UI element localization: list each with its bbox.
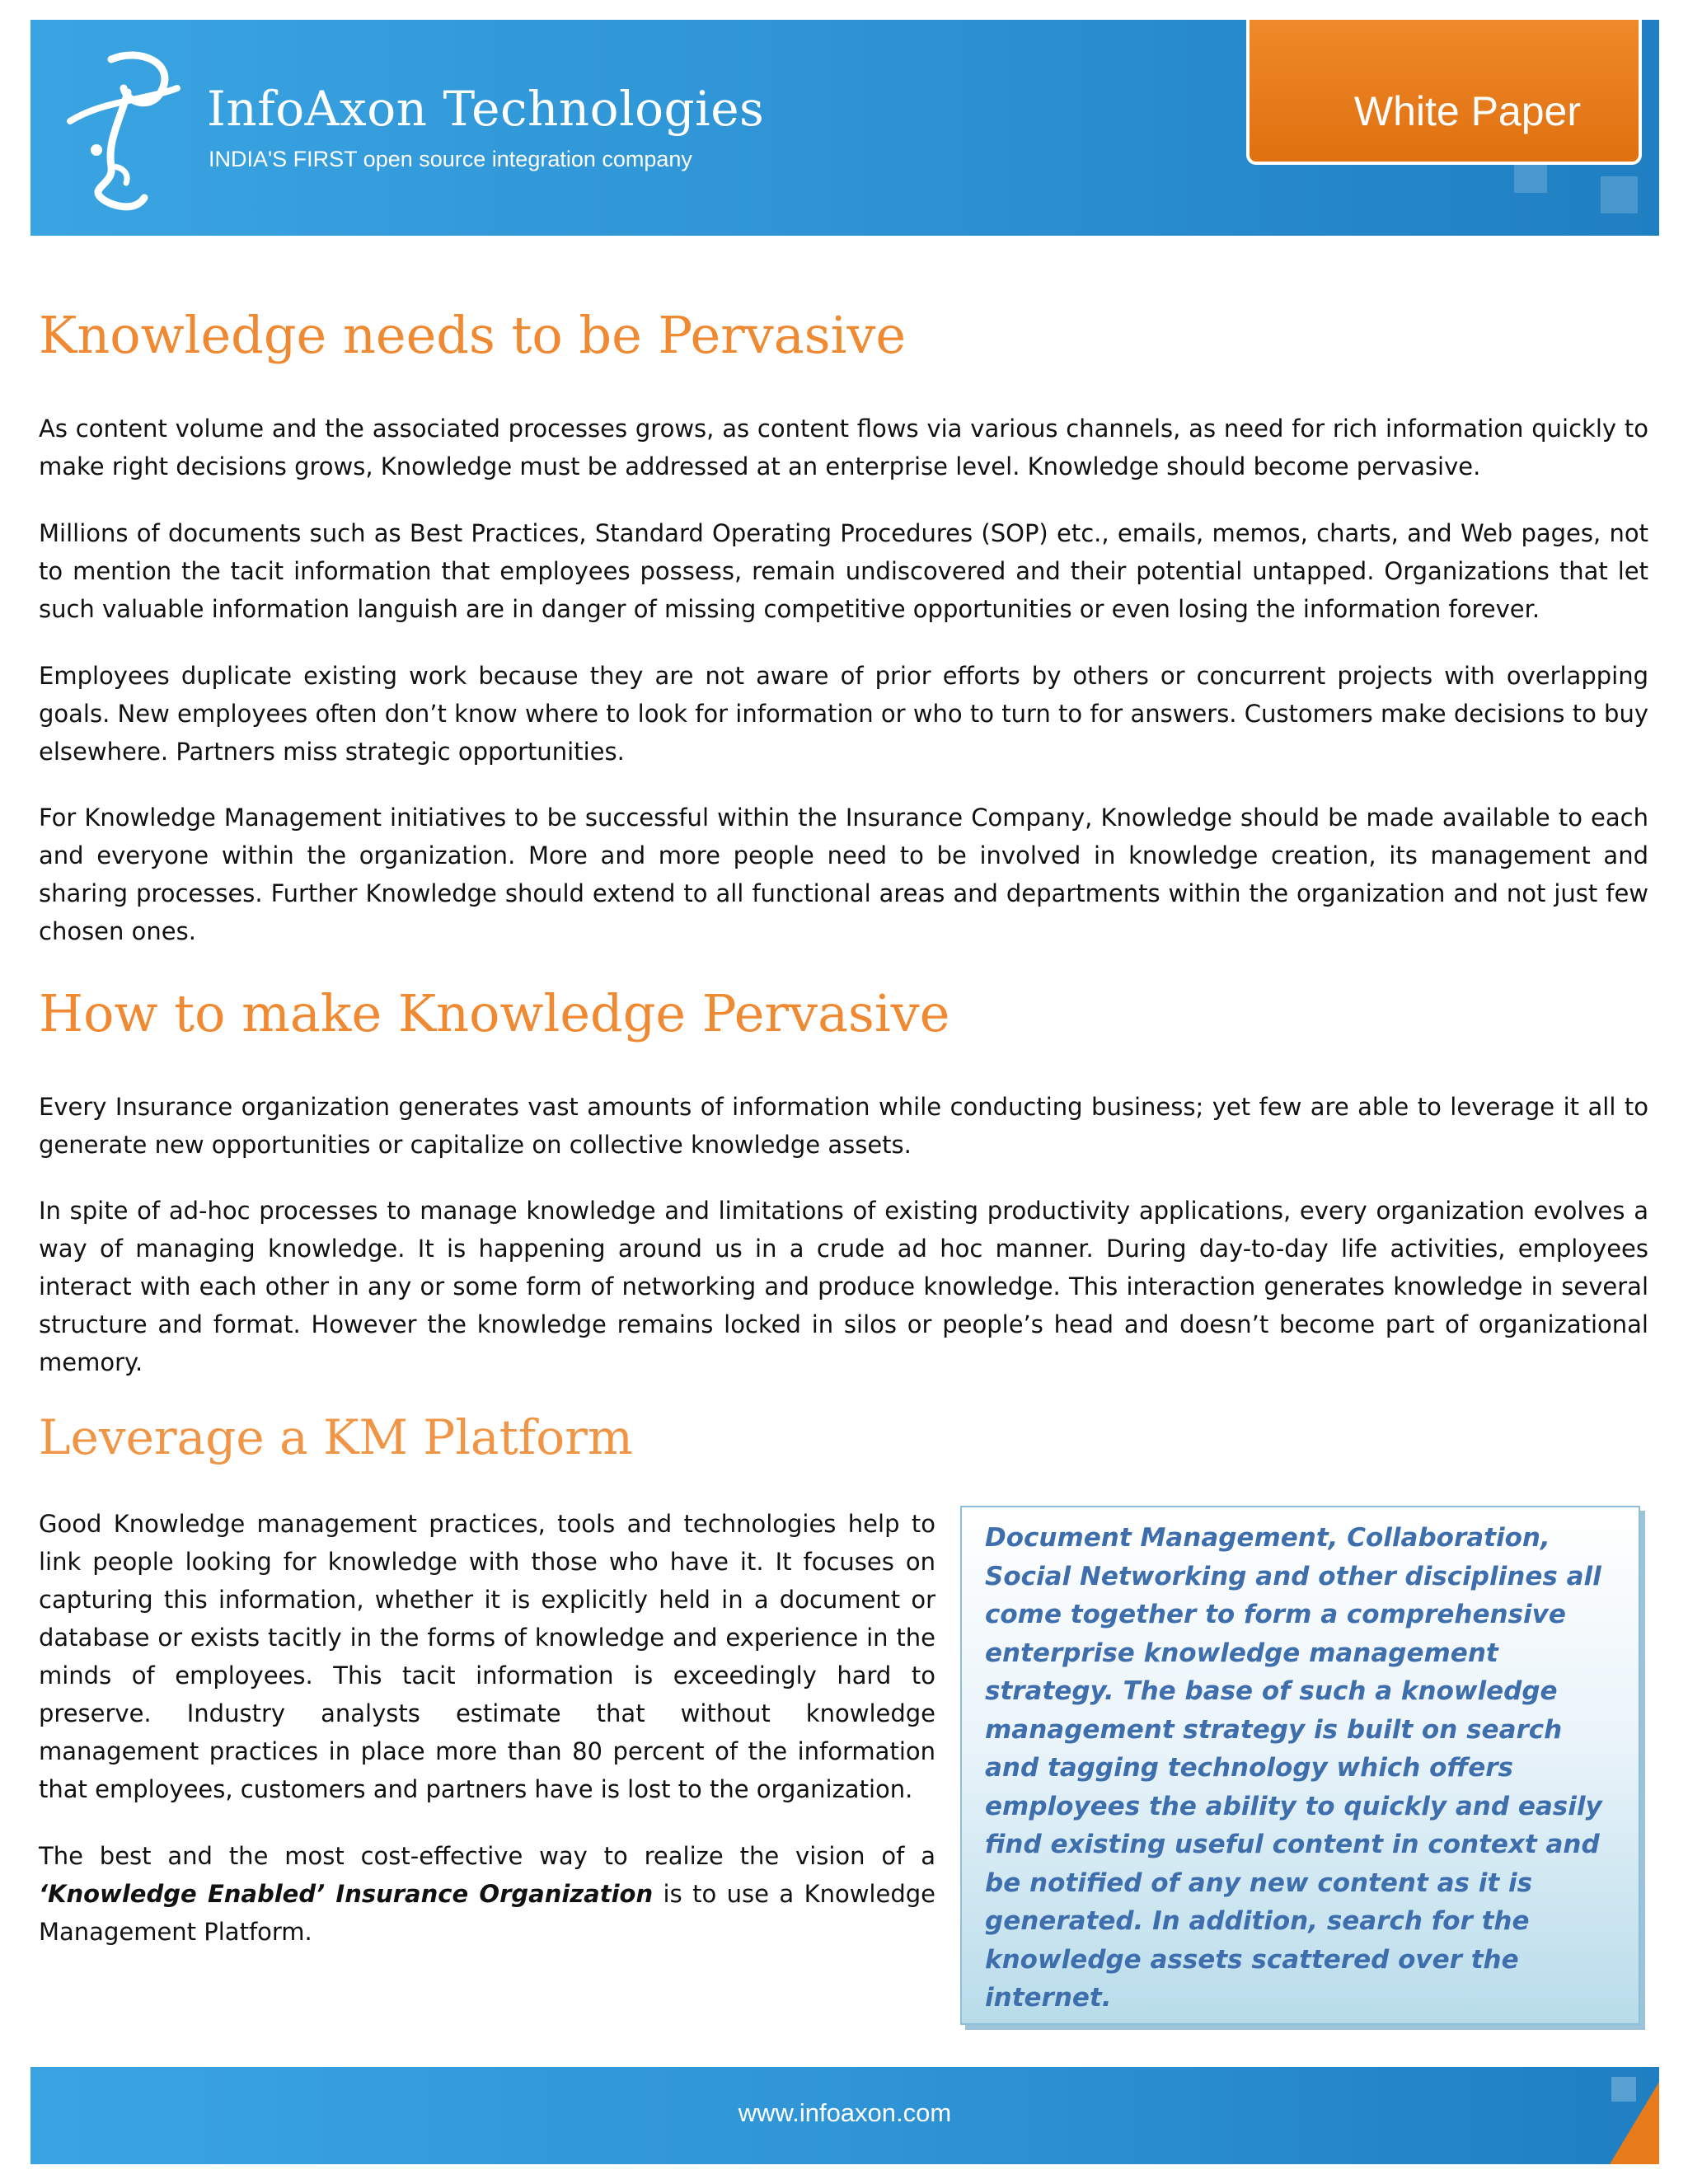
paragraph: Good Knowledge management practices, tools and technologies help to link people looking for knowledge with those who have it. It focuses on capturing this information, whether it is explicitly held in a document or database or exists tacitly in the forms of knowledge and experience in the minds of employees. This tacit information is exceedingly hard to preserve. Industry analysts estimate that without knowledge management practices in place more than 80 percent of the information that employees, customers and partners have is lost to the organization. <box>39 1510 935 1803</box>
emphasis-text: ‘Knowledge Enabled’ Insurance Organization <box>39 1880 654 1908</box>
header-banner <box>30 20 1659 236</box>
paragraph: For Knowledge Management initiatives to be successful within the Insurance Company, Knowledge should be made available to each and everyone within the organization. More and more people need to be involved in knowledge creation, its management and sharing processes. Further Knowledge should extend to all functional areas and departments within the organization and not just few chosen ones. <box>39 804 1648 945</box>
paragraph: Employees duplicate existing work because they are not aware of prior efforts by others or concurrent projects with overlapping goals. New employees often don’t know where to look for information or who to turn to for answers. Customers make decisions to buy elsewhere. Partners miss strategic opportunities. <box>39 662 1648 766</box>
company-name: InfoAxon Technologies <box>207 81 765 137</box>
paragraph: Millions of documents such as Best Practices, Standard Operating Procedures (SOP) etc., emails, memos, charts, and Web pages, not to mention the tacit information that employees possess, remain undiscovered and their potential untapped. Organizations that let such valuable information languish are in danger of missing competitive opportunities or even losing the information forever. <box>39 519 1648 623</box>
footer-banner <box>30 2067 1659 2164</box>
footer-website-link[interactable]: www.infoaxon.com <box>738 2098 952 2127</box>
paragraph: As content volume and the associated processes grows, as content flows via various channels, as need for rich information quickly to make right decisions grows, Knowledge must be addressed at an enterprise level. Knowledge should become pervasive. <box>39 415 1648 480</box>
paragraph: Every Insurance organization generates vast amounts of information while conducting business; yet few are able to leverage it all to generate new opportunities or capitalize on collective knowledge assets. <box>39 1093 1648 1159</box>
paragraph <box>39 1837 935 1951</box>
callout-box <box>960 1506 1640 2025</box>
paragraph-text: is to use a Knowledge Management Platform. <box>39 1880 935 1946</box>
company-tagline: INDIA'S FIRST open source integration company <box>209 147 692 171</box>
subsection-heading-km-platform: Leverage a KM Platform <box>39 1409 633 1465</box>
white-paper-badge <box>1246 20 1642 165</box>
section-heading-how-to: How to make Knowledge Pervasive <box>39 983 950 1043</box>
paragraph-text: The best and the most cost-effective way to realize the vision of a <box>39 1842 935 1870</box>
infoaxon-logo-icon <box>62 43 185 216</box>
callout-text: Document Management, Collaboration, Social Networking and other disciplines all come together to form a comprehensive enterprise knowledge management strategy. The base of such a knowledge management strategy is built on search and tagging technology which offers employees the ability to quickly and easily find existing useful content in context and be notified of any new content as it is generated. In addition, search for the knowledge assets scattered over the internet. <box>985 1523 1602 2013</box>
paragraph: In spite of ad-hoc processes to manage knowledge and limitations of existing productivity applications, every organization evolves a way of managing knowledge. It is happening around us in a crude ad hoc manner. During day-to-day life activities, employees interact with each other in any or some form of networking and produce knowledge. This interaction generates knowledge in several structure and format. However the knowledge remains locked in silos or people’s head and doesn’t become part of organizational memory. <box>39 1197 1648 1376</box>
section-heading-pervasive: Knowledge needs to be Pervasive <box>39 305 907 365</box>
white-paper-label: White Paper <box>1353 88 1581 134</box>
